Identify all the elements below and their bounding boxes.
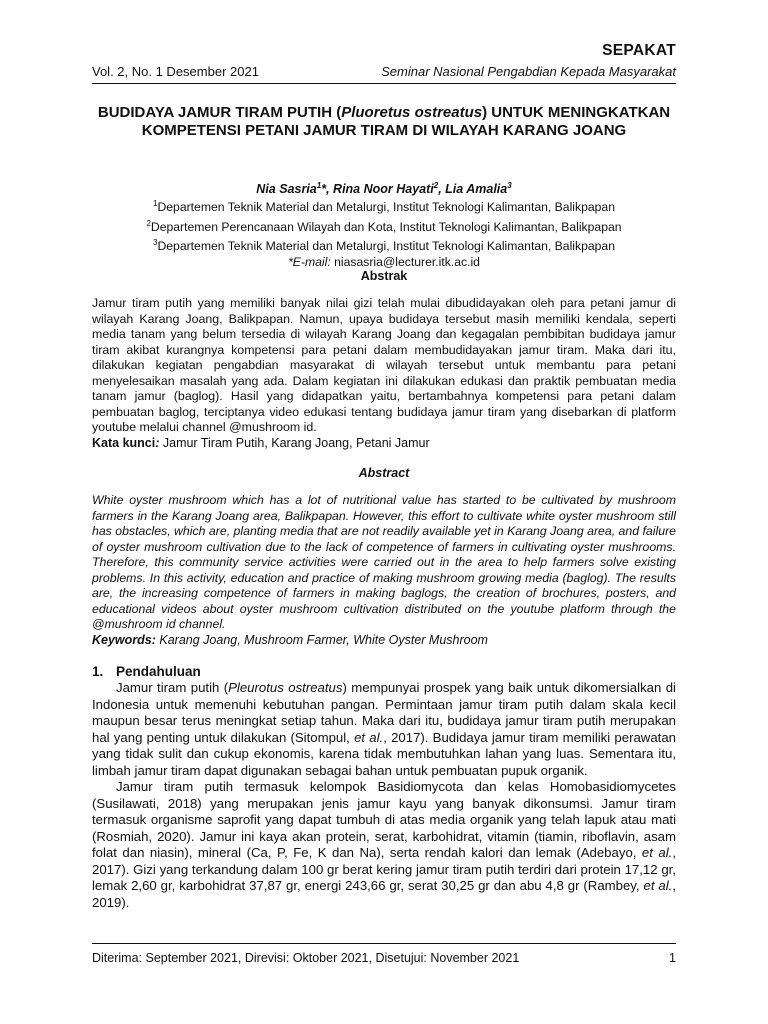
- affiliation-1: [92, 196, 676, 216]
- footer-divider: [92, 943, 676, 944]
- affiliation-1-num: 1: [153, 199, 158, 208]
- section-body: [92, 680, 676, 911]
- affiliation-2-num: 2: [146, 218, 151, 228]
- title-part-2: ) UNTUK MENINGKATKAN KOMPETENSI PETANI JAMUR TIRAM DI WILAYAH KARANG JOANG: [141, 104, 671, 139]
- section-title: Pendahuluan: [116, 664, 201, 679]
- affiliation-3: [92, 235, 676, 255]
- author-list: [92, 181, 676, 196]
- affiliations: [92, 196, 676, 270]
- author-sep: ,: [438, 182, 446, 197]
- kata-kunci-colon: :: [155, 436, 160, 450]
- author-3: Lia Amalia: [445, 182, 508, 197]
- p1-text-c: , 2017). Budidaya jamur tiram memiliki perawatan yang tidak sulit dan cukup ekonomis, karena tidak membutuhkan lahan yang luas. Sementara itu, limbah jamur tiram dapat digunakan sebagai bahan untuk pembuatan pupuk organik.: [92, 729, 676, 778]
- abstrak-text: Jamur tiram putih yang memiliki banyak nilai gizi telah mulai dibudidayakan oleh para petani jamur di wilayah Karang Joang, Balikpapan. Namun, upaya budidaya tersebut masih memiliki kendala, seperti media tanam yang belum tersedia di wilayah Karang Joang dan kegagalan pembibitan budidaya jamur tiram akibat kurangnya kompetensi para petani dalam membudidayakan jamur tiram. Maka dari itu, dilakukan kegiatan pengabdian masyarakat di wilayah tersebut untuk membantu para petani menyelesaikan masalah yang ada. Dalam kegiatan ini dilakukan edukasi dan praktik pembuatan media tanam jamur (baglog). Hasil yang didapatkan yaitu, bertambahnya kompetensi para petani dalam pembuatan baglog, terciptanya video edukasi tentang budidaya jamur tiram yang disebarkan di platform youtube melalui channel @mushroom id.: [92, 296, 676, 434]
- p1-text-a: Jamur tiram putih (: [116, 680, 229, 695]
- journal-name: SEPAKAT: [602, 42, 676, 59]
- author-sep: ,: [326, 182, 334, 197]
- title-species: Pluoretus ostreatus: [341, 104, 483, 121]
- p2-etal-2: et al.: [643, 878, 673, 893]
- paper-title: [92, 104, 676, 140]
- author-3-affil: 3: [507, 181, 512, 190]
- seminar-name: Seminar Nasional Pengabdian Kepada Masyarakat: [381, 64, 676, 79]
- affiliation-1-text: Departemen Teknik Material dan Metalurgi, Institut Teknologi Kalimantan, Balikpapan: [157, 200, 615, 215]
- affiliation-2: [92, 216, 676, 236]
- p1-etal: et al.: [354, 729, 384, 745]
- section-heading: [92, 664, 201, 679]
- title-part-1: BUDIDAYA JAMUR TIRAM PUTIH (: [97, 104, 342, 121]
- paragraph-2: [92, 779, 676, 911]
- abstract-text: White oyster mushroom which has a lot of nutritional value has started to be cultivated by mushroom farmers in the Karang Joang area, Balikpapan. However, this effort to cultivate white oyster mushroom still has obstacles, which are, planting media that are not readily available yet in Karang Joang area, and failure of oyster mushroom cultivation due to the lack of competence of farmers in cultivating oyster mushrooms. Therefore, this community service activities were carried out in the area to help farmers solve existing problems. In this activity, education and practice of making mushroom growing media (baglog). The results are, the increasing competence of farmers in making baglogs, the creation of brochures, posters, and educational videos about oyster mushroom cultivation distributed on the youtube platform through the @mushroom id channel.: [92, 493, 676, 631]
- author-1-affil: 1: [316, 181, 322, 190]
- email-address[interactable]: niasasria@lecturer.itk.ac.id: [330, 254, 480, 269]
- abstrak-heading: Abstrak: [360, 269, 408, 283]
- abstract-heading: Abstract: [358, 466, 410, 480]
- kata-kunci-label: Kata kunci: [92, 436, 156, 450]
- affiliation-3-num: 3: [153, 238, 158, 248]
- keywords: [92, 633, 676, 647]
- p2-text-c: , 2019).: [92, 878, 677, 910]
- author-2-affil: 2: [433, 181, 439, 190]
- keywords-value: Karang Joang, Mushroom Farmer, White Oyster Mushroom: [155, 633, 488, 647]
- p2-etal-1: et al.: [641, 845, 673, 860]
- volume-info: Vol. 2, No. 1 Desember 2021: [92, 64, 259, 79]
- footer-dates: Diterima: September 2021, Direvisi: Oktober 2021, Disetujui: November 2021: [92, 951, 520, 965]
- kata-kunci: [92, 436, 676, 450]
- p1-species: Pleurotus ostreatus: [228, 680, 343, 695]
- paragraph-1: [92, 680, 676, 779]
- affiliation-2-text: Departemen Perencanaan Wilayah dan Kota, Institut Teknologi Kalimantan, Balikpapan: [150, 219, 622, 234]
- page-number: 1: [669, 951, 676, 965]
- email-label: *E-mail:: [288, 254, 331, 269]
- p2-text-a: Jamur tiram putih termasuk kelompok Basidiomycota dan kelas Homobasidiomycetes (Susilawati, 2018) yang merupakan jenis jamur kayu yang banyak dikonsumsi. Jamur tiram termasuk organisme saprofit yang dapat tumbuh di atas media organik yang telah lapuk atau mati (Rosmiah, 2020). Jamur ini kaya akan protein, serat, karbohidrat, vitamin (tiamin, riboflavin, asam folat dan niasin), mineral (Ca, P, Fe, K dan Na), serta rendah kalori dan lemak (Adebayo,: [92, 779, 676, 860]
- author-2: Rina Noor Hayati: [333, 182, 434, 197]
- header-divider: [92, 83, 676, 84]
- section-number: 1.: [92, 664, 104, 679]
- email-line: [92, 255, 676, 271]
- affiliation-3-text: Departemen Teknik Material dan Metalurgi, Institut Teknologi Kalimantan, Balikpapan: [157, 239, 615, 254]
- author-1-mark: *: [321, 182, 327, 197]
- author-1: Nia Sasria: [256, 182, 317, 197]
- kata-kunci-value: Jamur Tiram Putih, Karang Joang, Petani Jamur: [159, 436, 430, 450]
- p2-text-b: , 2017). Gizi yang terkandung dalam 100 gr berat kering jamur tiram putih terdiri dari protein 17,12 gr, lemak 2,60 gr, karbohidrat 37,87 gr, energi 243,66 gr, serat 30,25 gr dan abu 4,8 gr (Rambey,: [92, 845, 676, 893]
- p1-text-b: ) mempunyai prospek yang baik untuk dikomersialkan di Indonesia untuk memenuhi kebutuhan pangan. Permintaan jamur tiram putih dalam skala kecil maupun besar terus meningkat setiap tahun. Maka dari itu, budidaya jamur tiram putih merupakan hal yang penting untuk dilakukan (Sitompul,: [92, 680, 676, 745]
- keywords-label: Keywords:: [92, 633, 156, 647]
